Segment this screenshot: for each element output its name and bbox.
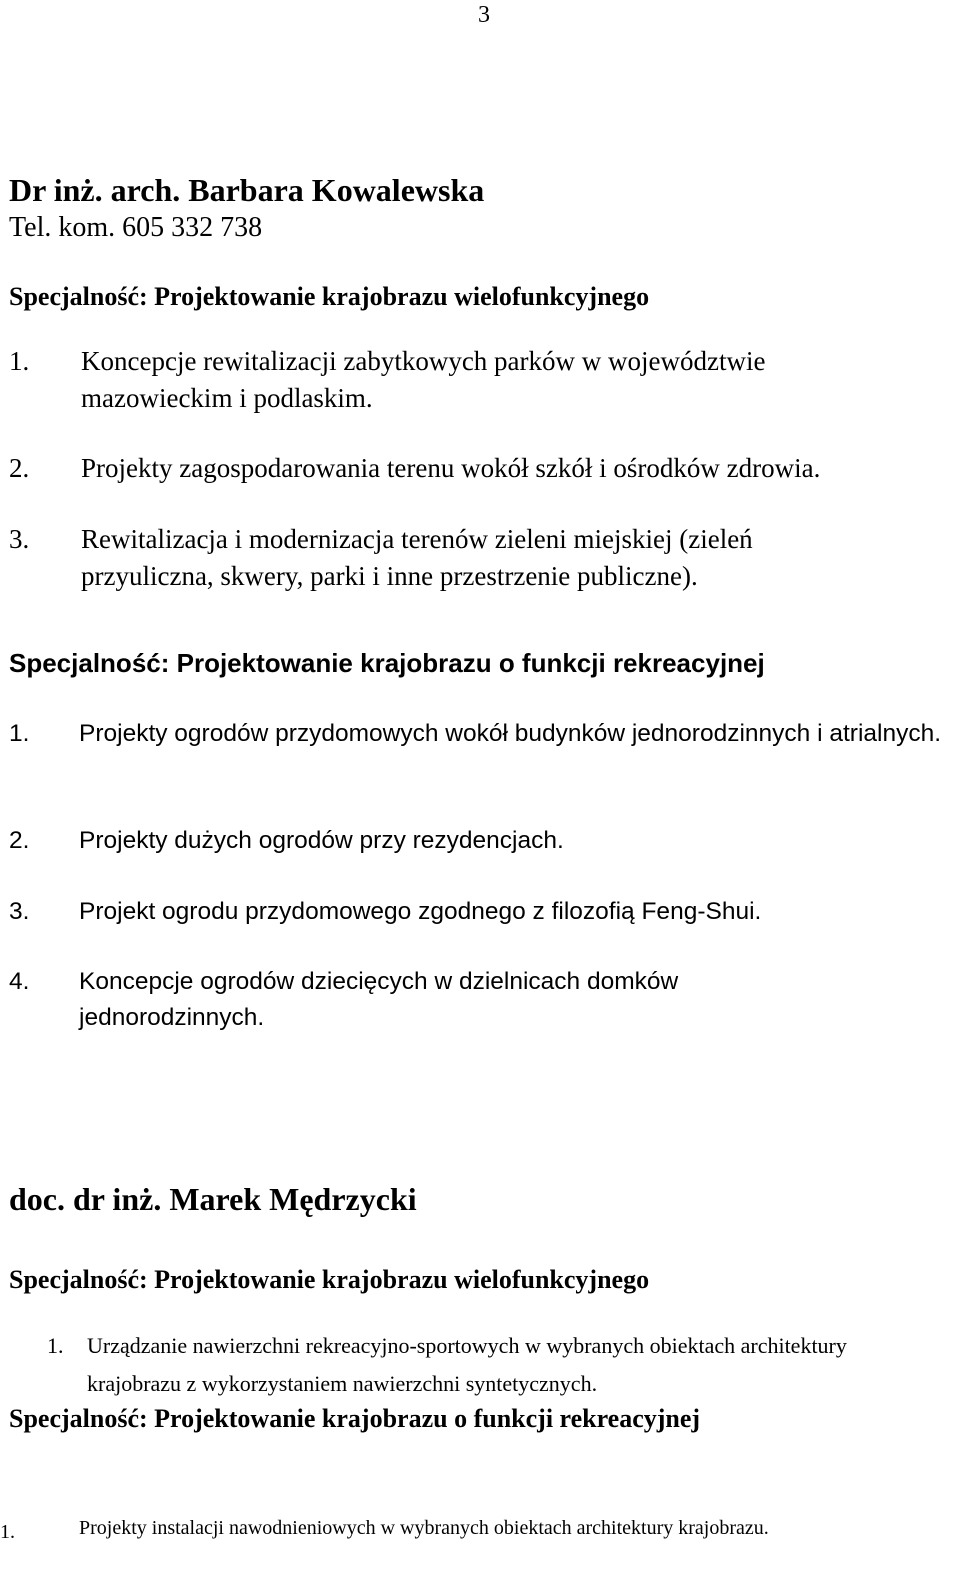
item-text: Koncepcje rewitalizacji zabytkowych parków w województwie mazowieckim i podlaskim. [81,346,766,413]
list-item [9,716,954,788]
specialty-heading: Specjalność: Projektowanie krajobrazu wielofunkcyjnego [9,1265,650,1294]
specialty-heading: Specjalność: Projektowanie krajobrazu o funkcji rekreacyjnej [9,1404,701,1433]
item-number: 1. [9,346,30,376]
item-text: Koncepcje ogrodów dziecięcych w dzielnicach domków jednorodzinnych. [79,968,679,1031]
item-number: 1. [47,1333,64,1358]
list-item [0,1514,900,1570]
item-number: 1. [9,720,30,747]
list-item [9,964,954,1036]
item-text: Projekty zagospodarowania terenu wokół szkół i ośrodków zdrowia. [81,453,821,483]
item-text: Projekty ogrodów przydomowych wokół budynków jednorodzinnych i atrialnych. [79,720,942,747]
item-text: Rewitalizacja i modernizacja terenów zieleni miejskiej (zieleń przyuliczna, skwery, parki i inne przestrzenie publiczne). [81,524,753,591]
list-item [9,343,949,417]
list-item [9,823,954,859]
person-name: doc. dr inż. Marek Mędrzycki [9,1181,417,1217]
specialty-heading: Specjalność: Projektowanie krajobrazu wielofunkcyjnego [9,282,650,311]
list-item [9,521,949,595]
list-item [47,1327,947,1403]
item-text: Projekty instalacji nawodnieniowych w wybranych obiektach architektury krajobrazu. [79,1517,769,1539]
item-text: Projekty dużych ogrodów przy rezydencjach. [79,827,564,854]
list-item [9,894,954,930]
item-text: Projekt ogrodu przydomowego zgodnego z filozofią Feng-Shui. [79,898,762,925]
item-number: 2. [9,827,30,854]
item-text: Urządzanie nawierzchni rekreacyjno-sportowych w wybranych obiektach architektury krajobrazu z wykorzystaniem nawierzchni syntetycznych. [87,1333,847,1396]
item-number: 3. [9,898,30,925]
page-number: 3 [478,2,490,28]
list-item [9,450,949,487]
specialty-heading: Specjalność: Projektowanie krajobrazu o funkcji rekreacyjnej [9,648,765,678]
item-number: 3. [9,524,30,554]
item-number: 4. [9,968,30,995]
item-number: 1. [0,1521,15,1543]
phone-number: Tel. kom. 605 332 738 [9,212,263,243]
person-name: Dr inż. arch. Barbara Kowalewska [9,172,485,208]
item-number: 2. [9,453,30,483]
